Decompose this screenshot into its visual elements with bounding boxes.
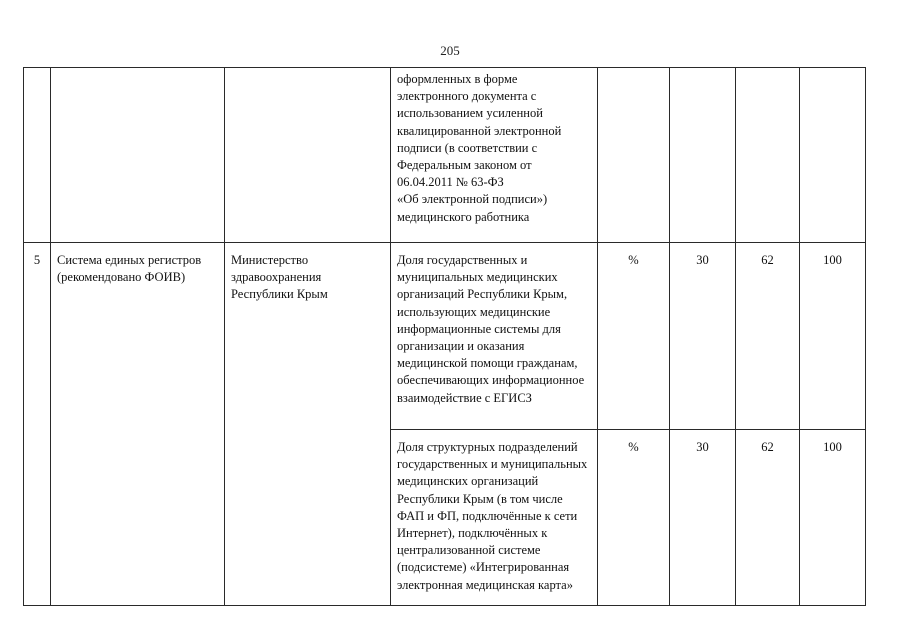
- cell-value-2: 62: [736, 243, 800, 430]
- table-row: [24, 243, 866, 430]
- cell-system-name: Система единых регистров (рекомендовано ФОИВ): [51, 243, 225, 606]
- cell-row-number: 5: [24, 243, 51, 606]
- cell-value-3: 100: [800, 243, 866, 430]
- cell-indicator-continuation: оформленных в форме электронного документа с использованием усиленной квалицированной электронной подписи (в соответствии с Федеральным законом от 06.04.2011 № 63-ФЗ «Об электронной подписи») медицинского работника: [391, 68, 598, 243]
- cell-unit: [598, 68, 670, 243]
- cell-value-1: 30: [670, 243, 736, 430]
- cell-indicator-text: Доля структурных подразделений государственных и муниципальных медицинских организаций Республики Крым (в том числе ФАП и ФП, подключённые к сети Интернет), подключённых к централизованной системе (подсистеме) «Интегрированная электронная медицинская карта»: [391, 430, 598, 606]
- cell-value-3: [800, 68, 866, 243]
- page-number: 205: [440, 43, 460, 58]
- cell-value-2: 62: [736, 430, 800, 606]
- cell-unit: %: [598, 430, 670, 606]
- cell-executor: [225, 68, 391, 243]
- cell-value-1: [670, 68, 736, 243]
- cell-system: [51, 68, 225, 243]
- table-row-continuation: [24, 68, 866, 243]
- indicators-table: [23, 67, 866, 606]
- cell-value-1: 30: [670, 430, 736, 606]
- cell-value-3: 100: [800, 430, 866, 606]
- cell-executor-name: Министерство здравоохранения Республики Крым: [225, 243, 391, 606]
- cell-value-2: [736, 68, 800, 243]
- cell-indicator-text: Доля государственных и муниципальных медицинских организаций Республики Крым, использующих медицинские информационные системы для организации и оказания медицинской помощи гражданам, обеспечивающих информационное взаимодействие с ЕГИСЗ: [391, 243, 598, 430]
- cell-number: [24, 68, 51, 243]
- cell-unit: %: [598, 243, 670, 430]
